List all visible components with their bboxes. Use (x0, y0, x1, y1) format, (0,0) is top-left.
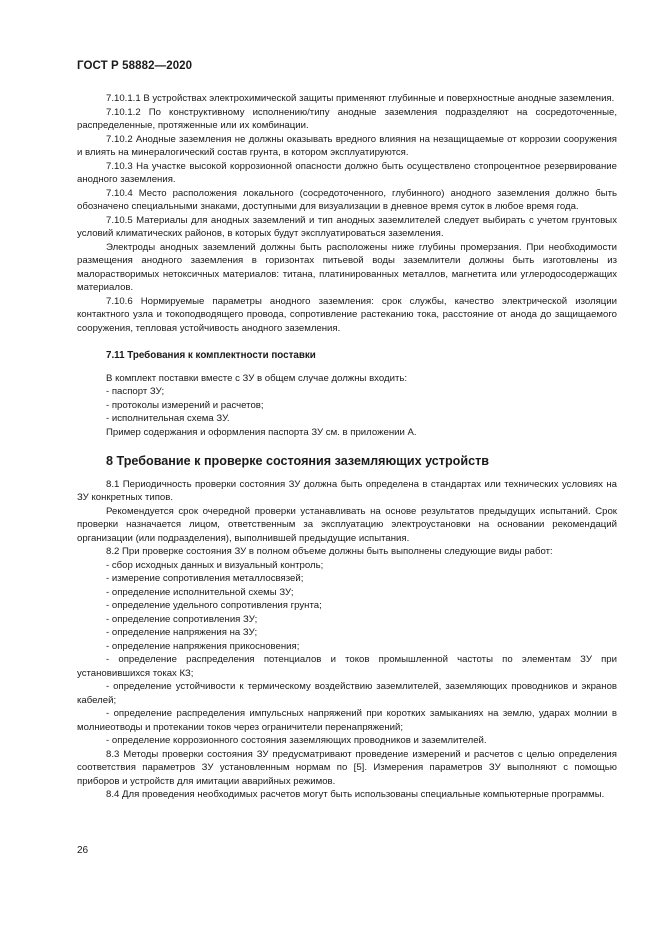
list-item: - определение сопротивления ЗУ; (106, 613, 258, 625)
paragraph-7-10-6: 7.10.6 Нормируемые параметры анодного заземления: срок службы, качество электрической изоляции контактного узла и токоподводящего провода, сопротивление растеканию тока, расстояние от анода до защищаемого сооружения, тепловая устойчивость анодного заземления. (77, 295, 617, 334)
paragraph-7-10-2: 7.10.2 Анодные заземления не должны оказывать вредного влияния на незащищаемые от коррозии сооружения и влиять на минералогический состав грунта, в котором эксплуатируются. (77, 133, 617, 158)
paragraph-8-1: 8.1 Периодичность проверки состояния ЗУ должна быть определена в стандартах или технических условиях на ЗУ конкретных типов. (77, 478, 617, 503)
paragraph-8-2: 8.2 При проверке состояния ЗУ в полном объеме должны быть выполнены следующие виды работ: (106, 546, 553, 557)
paragraph-7-10-5: 7.10.5 Материалы для анодных заземлений и тип анодных заземлителей следует выбирать с учетом грунтовых условий климатических районов, в которых будут эксплуатироваться заземления. (77, 214, 617, 239)
paragraph-7-10-1-1: 7.10.1.1 В устройствах электрохимической защиты применяют глубинные и поверхностные анодные заземления. (106, 93, 615, 104)
paragraph-delivery-intro: В комплект поставки вместе с ЗУ в общем случае должны входить: (106, 372, 407, 384)
page-number: 26 (77, 845, 89, 856)
list-item: - определение исполнительной схемы ЗУ; (106, 586, 294, 598)
list-item: - определение коррозионного состояния заземляющих проводников и заземлителей. (106, 735, 487, 746)
list-item: - сбор исходных данных и визуальный контроль; (106, 559, 324, 571)
list-item: - определение распределения импульсных напряжений при коротких замыканиях на землю, ударах молнии в молниеотводы и протекании токов через ограничители перенапряжений; (77, 708, 617, 733)
document-header: ГОСТ Р 58882—2020 (77, 60, 193, 72)
paragraph-7-10-4: 7.10.4 Место расположения локального (сосредоточенного, глубинного) анодного заземления должно быть обозначено специальными знаками, доступными для визуализации в дневное время суток в любое время года. (77, 187, 617, 212)
paragraph-passport-note: Пример содержания и оформления паспорта ЗУ см. в приложении А. (106, 426, 417, 438)
paragraph-8-4: 8.4 Для проведения необходимых расчетов могут быть использованы специальные компьютерные программы. (106, 789, 605, 800)
list-item: - определение напряжения прикосновения; (106, 640, 300, 652)
subsection-title-7-11: 7.11 Требования к комплектности поставки (106, 350, 316, 361)
list-item: - измерение сопротивления металлосвязей; (106, 573, 304, 584)
paragraph-7-10-1-2: 7.10.1.2 По конструктивному исполнению/типу анодные заземления подразделяют на сосредоточенные, распределенные, протяженные или их комбинации. (77, 106, 617, 131)
paragraph-7-10-3: 7.10.3 На участке высокой коррозионной опасности должно быть осуществлено стопроцентное резервирование анодного заземления. (77, 160, 617, 185)
list-item: - определение напряжения на ЗУ; (106, 627, 258, 638)
list-item: - исполнительная схема ЗУ. (106, 413, 230, 424)
paragraph-8-3: 8.3 Методы проверки состояния ЗУ предусматривают проведение измерений и расчетов с целью определения соответствия параметров ЗУ установленным нормам по [5]. Измерения параметров ЗУ выполняют с помощью приборов и устройств для имитации аварийных режимов. (77, 748, 617, 787)
paragraph-recommendation: Рекомендуется срок очередной проверки устанавливать на основе результатов предыдущих испытаний. Срок проверки назначается лицом, ответственным за эксплуатацию электроустановки на основании рекомендаций организации (или подразделения), выполнившей предыдущие испытания. (77, 505, 617, 544)
section-title-8: 8 Требование к проверке состояния заземляющих устройств (106, 454, 490, 468)
paragraph-electrodes: Электроды анодных заземлений должны быть расположены ниже глубины промерзания. При необходимости размещения анодного заземления в горизонтах питьевой воды заземлители должны быть изготовлены из малорастворимых нетоксичных материалов: титана, платинированных металлов, магнетита или углеродосодержащих материалов. (77, 241, 617, 293)
list-item: - определение устойчивости к термическому воздействию заземлителей, заземляющих проводников и экранов кабелей; (77, 681, 617, 706)
list-item: - определение удельного сопротивления грунта; (106, 600, 322, 611)
page-content (77, 92, 617, 802)
list-item: - определение распределения потенциалов и токов промышленной частоты по элементам ЗУ при установившихся токах КЗ; (77, 654, 617, 679)
list-item: - паспорт ЗУ; (106, 386, 165, 397)
list-item: - протоколы измерений и расчетов; (106, 399, 264, 411)
